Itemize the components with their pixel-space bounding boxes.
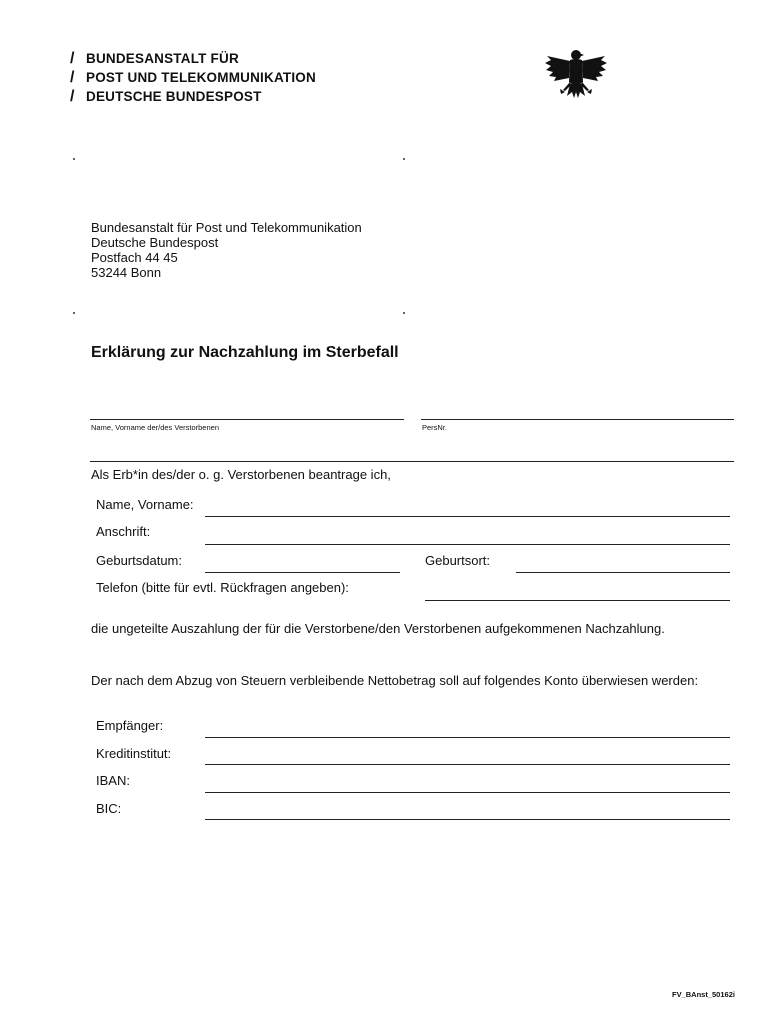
agency-name-text-2: POST UND TELEKOMMUNIKATION [86, 70, 316, 85]
slash-mark: / [70, 69, 75, 86]
applicant-address-label: Anschrift: [96, 524, 151, 539]
applicant-name-field[interactable] [205, 516, 730, 517]
slash-mark: / [70, 50, 75, 67]
slash-mark: / [70, 88, 75, 105]
deceased-name-label: Name, Vorname der/des Verstorbenen [91, 423, 219, 432]
bic-label: BIC: [96, 801, 122, 816]
window-marker [73, 312, 75, 314]
form-title: Erklärung zur Nachzahlung im Sterbefall [91, 344, 399, 361]
deceased-name-field[interactable] [90, 419, 404, 420]
federal-eagle-icon [543, 46, 609, 106]
applicant-intro: Als Erb*in des/der o. g. Verstorbenen beantrage ich, [91, 467, 391, 482]
payout-statement: die ungeteilte Auszahlung der für die Verstorbene/den Verstorbenen aufgekommenen Nachzahlung. [91, 621, 665, 636]
bank-field[interactable] [205, 764, 730, 765]
window-marker [403, 158, 405, 160]
recipient-address [91, 220, 362, 280]
iban-field[interactable] [205, 792, 730, 793]
agency-name-line-1 [70, 50, 239, 68]
iban-label: IBAN: [96, 773, 130, 788]
birthplace-label: Geburtsort: [425, 553, 491, 568]
birthdate-label: Geburtsdatum: [96, 553, 182, 568]
agency-name-line-3 [70, 88, 262, 106]
recipient-label: Empfänger: [96, 718, 164, 733]
address-line: 53244 Bonn [91, 265, 162, 280]
persnr-field[interactable] [421, 419, 734, 420]
window-marker [73, 158, 75, 160]
persnr-label: PersNr. [422, 423, 448, 432]
window-marker [403, 312, 405, 314]
address-line: Postfach 44 45 [91, 250, 178, 265]
bank-label: Kreditinstitut: [96, 746, 172, 761]
agency-name-text-1: BUNDESANSTALT FÜR [86, 51, 239, 66]
section-divider [90, 461, 734, 462]
agency-name-line-2 [70, 69, 316, 87]
birthdate-field[interactable] [205, 572, 400, 573]
applicant-address-field[interactable] [205, 544, 730, 545]
recipient-field[interactable] [205, 737, 730, 738]
form-code: FV_BAnst_50162i [672, 990, 735, 999]
address-line: Bundesanstalt für Post und Telekommunikation [91, 220, 362, 235]
bic-field[interactable] [205, 819, 730, 820]
phone-label: Telefon (bitte für evtl. Rückfragen angeben): [96, 580, 349, 595]
net-amount-statement: Der nach dem Abzug von Steuern verbleibende Nettobetrag soll auf folgendes Konto überwiesen werden: [91, 673, 699, 688]
phone-field[interactable] [425, 600, 730, 601]
birthplace-field[interactable] [516, 572, 730, 573]
applicant-name-label: Name, Vorname: [96, 497, 194, 512]
address-line: Deutsche Bundespost [91, 235, 219, 250]
agency-name-text-3: DEUTSCHE BUNDESPOST [86, 89, 262, 104]
